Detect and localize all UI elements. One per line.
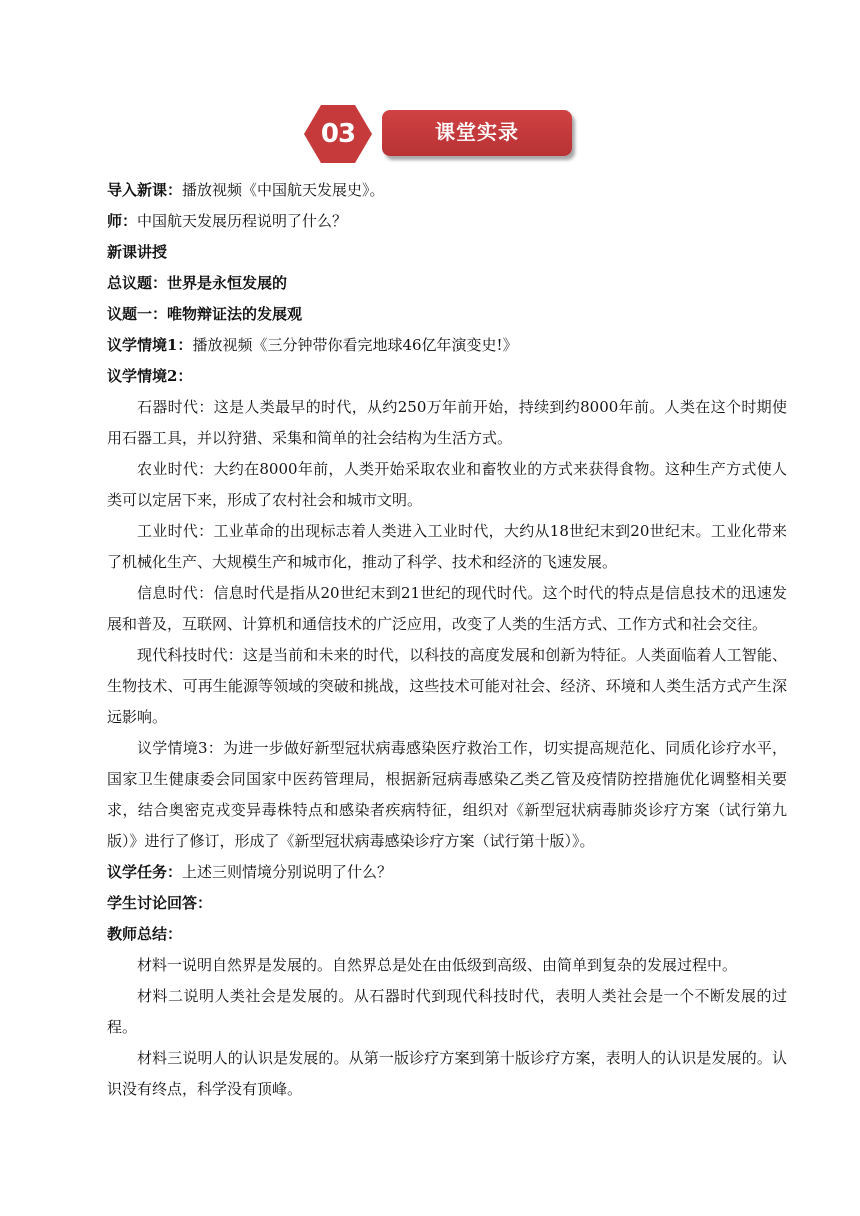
teacher-label: 师： (107, 212, 138, 230)
intro-line (107, 175, 787, 206)
paragraph-scenario-three: 议学情境3：为进一步做好新型冠状病毒感染医疗救治工作，切实提高规范化、同质化诊疗水平，国家卫生健康委会同国家中医药管理局，根据新冠病毒感染乙类乙管及疫情防控措施优化调整相关要求，结合奥密克戎变异毒株特点和感染者疾病特征，组织对《新型冠状病毒肺炎诊疗方案（试行第九版）》进行了修订，形成了《新型冠状病毒感染诊疗方案（试行第十版）》。 (107, 739, 787, 850)
teacher-question: 中国航天发展历程说明了什么？ (137, 212, 348, 230)
summary-paragraph-two: 材料二说明人类社会是发展的。从石器时代到现代科技时代，表明人类社会是一个不断发展的过程。 (107, 987, 787, 1036)
topic-one-heading: 议题一：唯物辩证法的发展观 (107, 305, 303, 323)
summary-paragraph-one: 材料一说明自然界是发展的。自然界总是处在由低级到高级、由简单到复杂的发展过程中。 (137, 956, 738, 974)
scenario-one-line (107, 330, 787, 361)
task-line (107, 857, 787, 888)
paragraph-modern-tech-age: 现代科技时代：这是当前和未来的时代，以科技的高度发展和创新为特征。人类面临着人工智能、生物技术、可再生能源等领域的突破和挑战，这些技术可能对社会、经济、环境和人类生活方式产生深远影响。 (107, 646, 787, 726)
paragraph-agricultural-age: 农业时代：大约在8000年前，人类开始采取农业和畜牧业的方式来获得食物。这种生产方式使人类可以定居下来，形成了农村社会和城市文明。 (107, 460, 787, 509)
scenario-one-label: 议学情境1： (107, 336, 193, 354)
summary-heading: 教师总结： (107, 925, 183, 943)
task-label: 议学任务： (107, 863, 183, 881)
paragraph-stone-age: 石器时代：这是人类最早的时代，从约250万年前开始，持续到约8000年前。人类在这个时期使用石器工具，并以狩猎、采集和简单的社会结构为生活方式。 (107, 398, 787, 447)
section-header (0, 100, 860, 170)
section-title: 课堂实录 (435, 120, 519, 144)
main-topic-heading: 总议题：世界是永恒发展的 (107, 274, 288, 292)
section-number: 03 (320, 119, 356, 149)
task-text: 上述三则情境分别说明了什么？ (182, 863, 393, 881)
scenario-two-heading: 议学情境2： (107, 367, 193, 385)
scenario-one-text: 播放视频《三分钟带你看完地球46亿年演变史!》 (192, 336, 518, 354)
discussion-heading: 学生讨论回答： (107, 894, 213, 912)
new-lesson-heading: 新课讲授 (107, 243, 168, 261)
paragraph-information-age: 信息时代：信息时代是指从20世纪末到21世纪的现代时代。这个时代的特点是信息技术的迅速发展和普及，互联网、计算机和通信技术的广泛应用，改变了人类的生活方式、工作方式和社会交往。 (107, 584, 787, 633)
document-body (107, 175, 787, 1105)
paragraph-industrial-age: 工业时代：工业革命的出现标志着人类进入工业时代，大约从18世纪末到20世纪末。工业化带来了机械化生产、大规模生产和城市化，推动了科学、技术和经济的飞速发展。 (107, 522, 787, 571)
summary-paragraph-three: 材料三说明人的认识是发展的。从第一版诊疗方案到第十版诊疗方案，表明人的认识是发展的。认识没有终点，科学没有顶峰。 (107, 1049, 787, 1098)
teacher-question-line (107, 206, 787, 237)
intro-label: 导入新课： (107, 181, 183, 199)
intro-text: 播放视频《中国航天发展史》。 (182, 181, 385, 199)
